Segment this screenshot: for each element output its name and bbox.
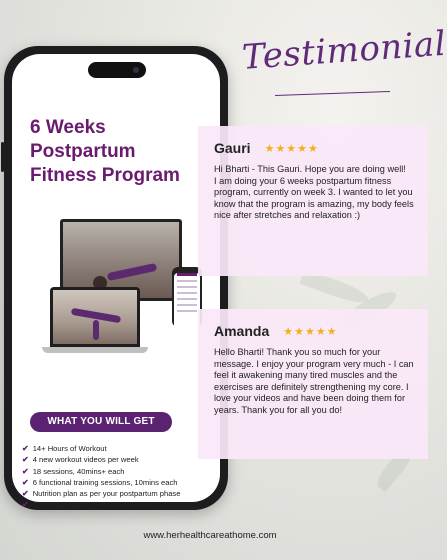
check-icon: ✔ xyxy=(22,489,29,499)
check-icon: ✔ xyxy=(22,455,29,465)
list-item xyxy=(22,477,220,488)
review-text: Hello Bharti! Thank you so much for your message. I enjoy your program very much - I can feel it awakening many tired muscles and the exercises are definitely strengthening my core. I love your videos and have been doing them for years. Thank you for all you do! xyxy=(214,347,414,415)
benefit-text: 6 functional training sessions, 10mins each xyxy=(32,477,178,487)
dynamic-island xyxy=(88,62,146,78)
laptop-image xyxy=(50,287,140,347)
star-rating: ★★★★★ xyxy=(264,142,319,155)
testimonial-card xyxy=(198,309,428,459)
list-item xyxy=(22,499,220,510)
list-item xyxy=(22,454,220,465)
device-mockup-image xyxy=(42,219,202,377)
list-item xyxy=(22,488,220,499)
benefit-text: 14+ Hours of Workout xyxy=(32,444,107,453)
laptop-base xyxy=(42,347,148,353)
phone-screen xyxy=(12,54,220,510)
check-icon: ✔ xyxy=(22,477,29,487)
testimonial-card xyxy=(198,126,428,276)
check-icon: ✔ xyxy=(22,466,29,476)
website-url[interactable]: www.herhealthcareathome.com xyxy=(143,530,277,541)
benefit-text: Nutrition plan as per your postpartum phase xyxy=(32,489,181,499)
check-icon: ✔ xyxy=(22,500,29,510)
program-title: 6 Weeks Postpartum Fitness Program xyxy=(30,117,180,186)
star-rating: ★★★★★ xyxy=(283,325,338,338)
reviewer-name: Amanda xyxy=(214,323,270,339)
phone-mockup xyxy=(4,46,228,510)
heading-underline xyxy=(275,91,390,96)
review-text: Hi Bharti - This Gauri. Hope you are doing well! I am doing your 6 weeks postpartum fitness program, currently on week 3. I wanted to let you know that the program is amazing, my body feels nice after stretches and relaxation :) xyxy=(214,164,414,221)
benefit-text: 18 sessions, 40mins+ each xyxy=(32,466,125,476)
benefit-text: 4 new workout videos per week xyxy=(32,455,139,465)
check-icon: ✔ xyxy=(22,444,29,453)
what-you-will-get-banner: WHAT YOU WILL GET xyxy=(30,412,172,432)
list-item xyxy=(22,466,220,477)
camera-icon xyxy=(133,67,139,73)
benefits-list xyxy=(22,443,220,511)
list-item xyxy=(22,443,220,454)
benefit-text: 1 Year Access!!! xyxy=(32,500,87,510)
testimonial-heading: Testimonial xyxy=(240,23,447,78)
reviewer-name: Gauri xyxy=(214,140,251,156)
phone-side-button xyxy=(1,142,4,172)
